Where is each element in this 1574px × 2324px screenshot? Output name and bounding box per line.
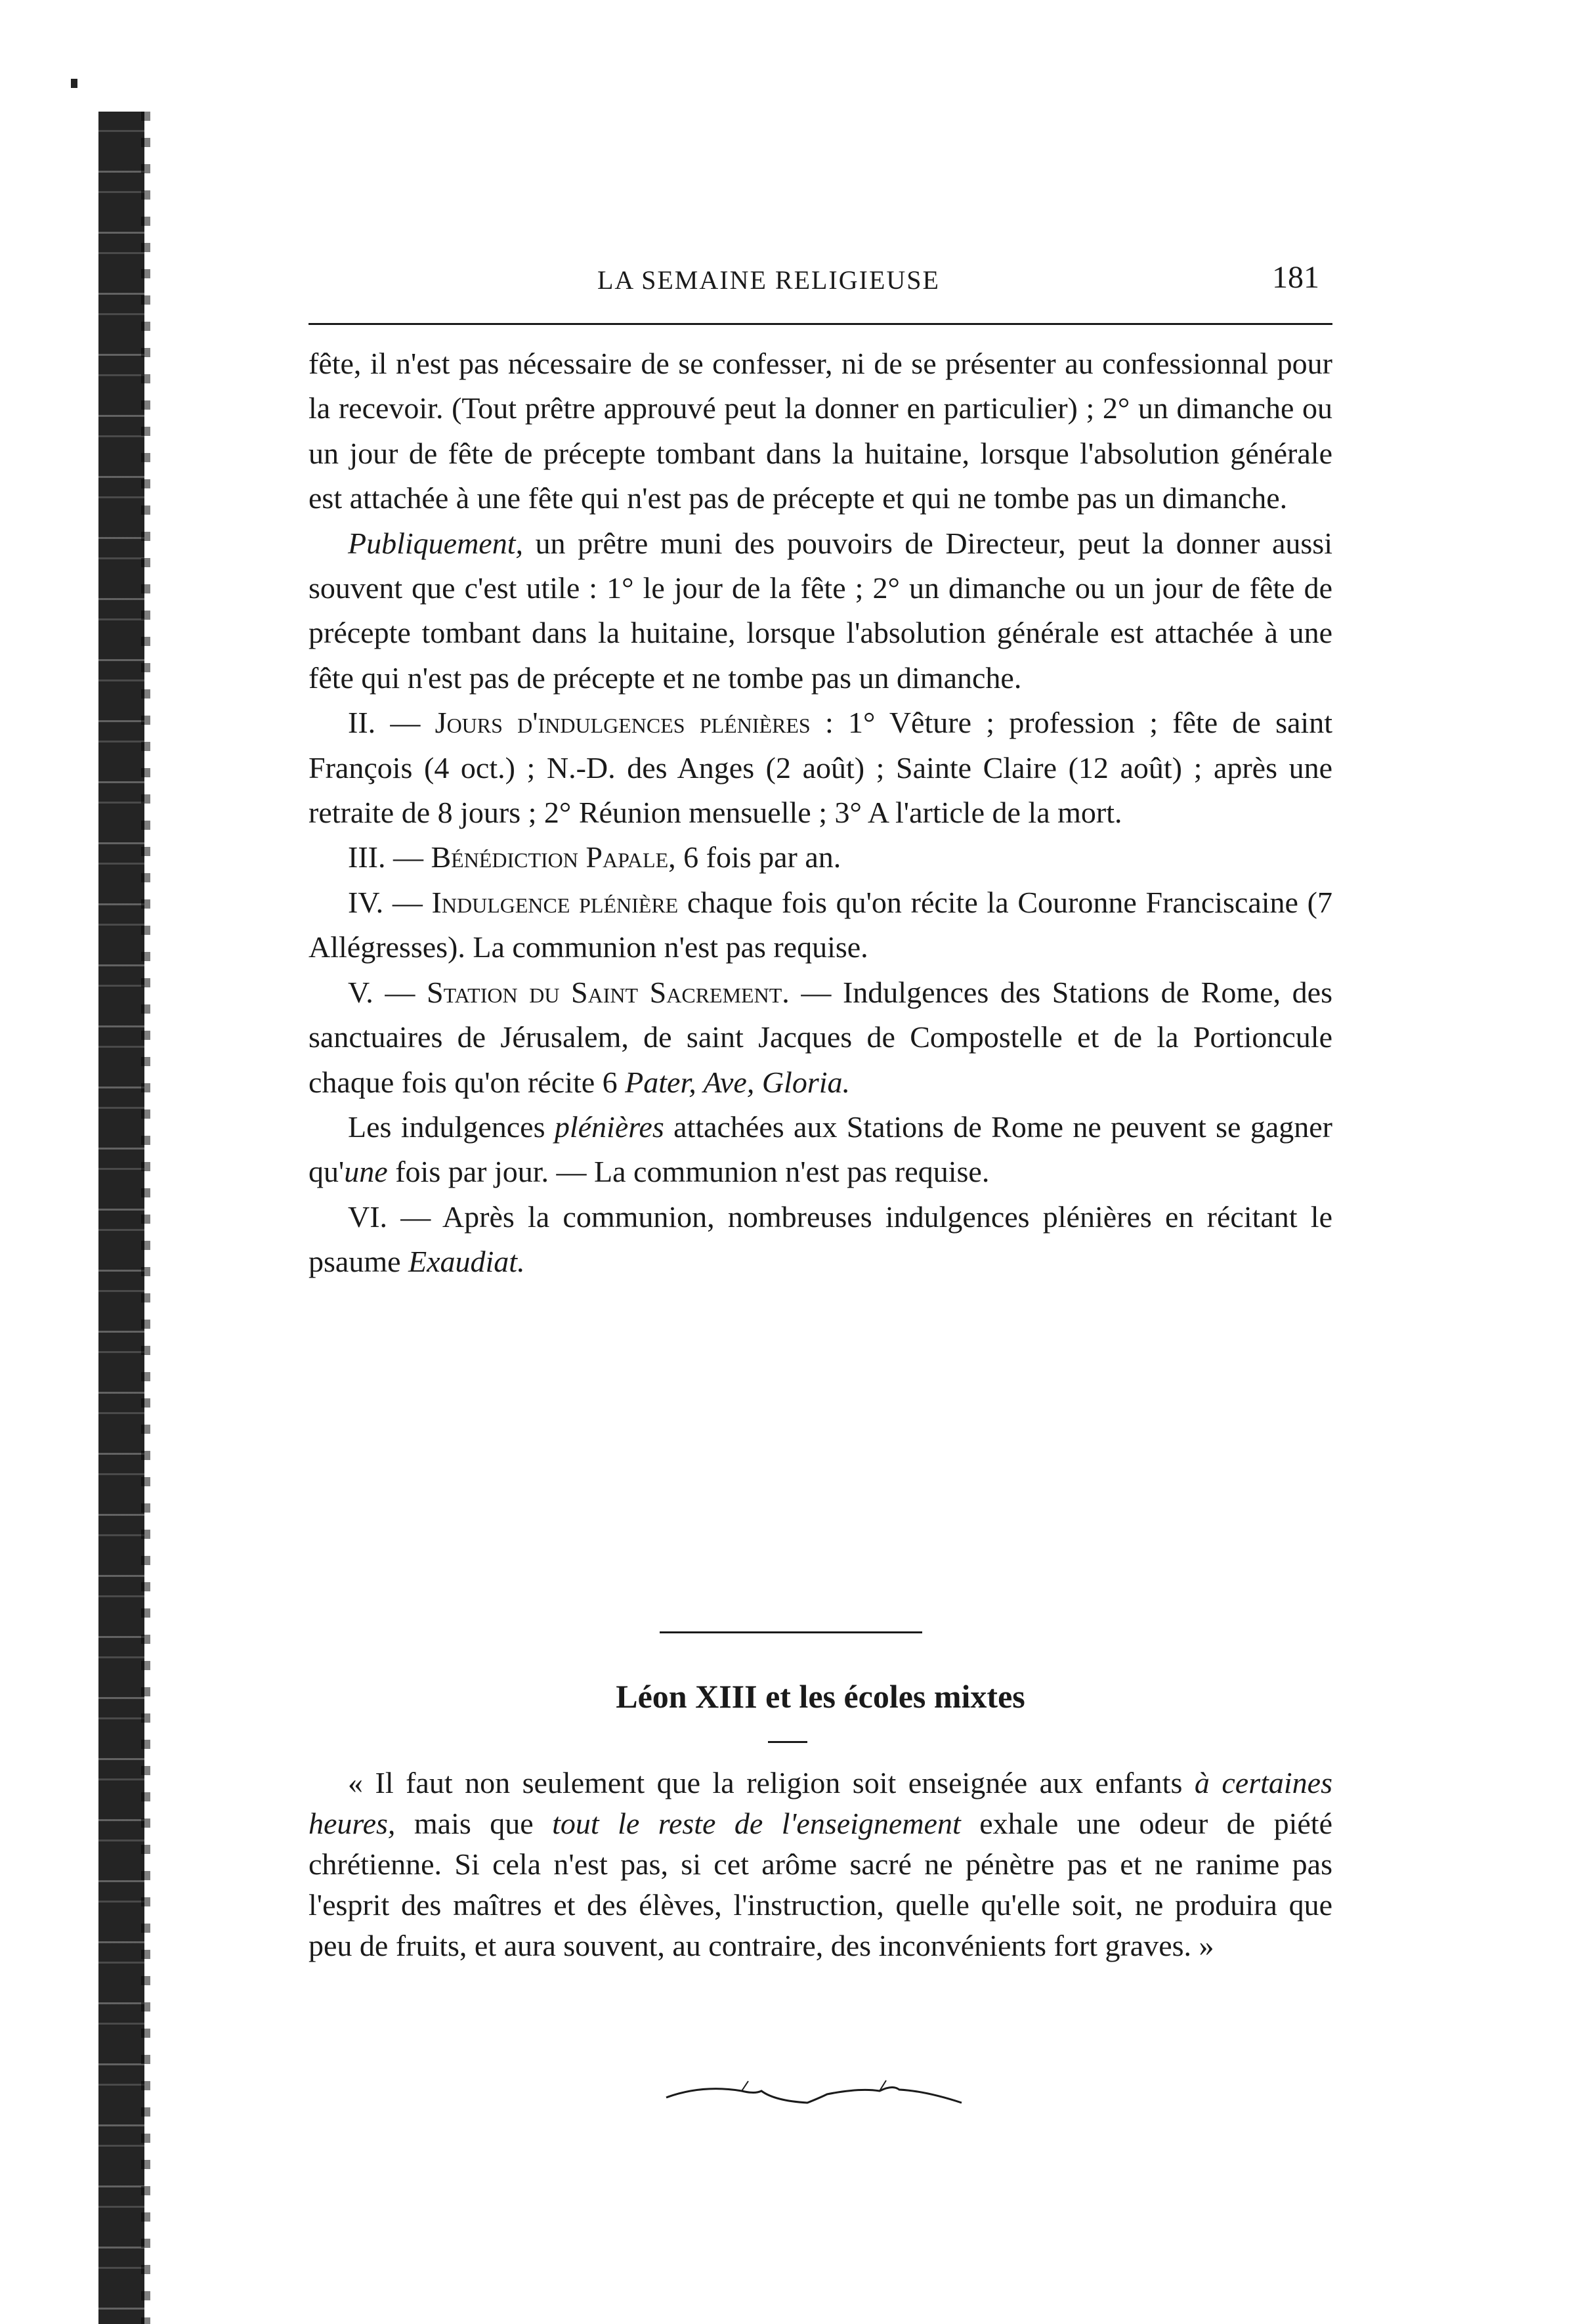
paragraph xyxy=(308,1105,1332,1195)
section-title: Léon XIII et les écoles mixtes xyxy=(616,1678,1025,1715)
section-divider xyxy=(660,1631,922,1633)
paragraph xyxy=(308,341,1332,521)
paragraph xyxy=(308,835,1332,880)
body-text xyxy=(308,341,1332,1285)
section-number: II. — xyxy=(348,706,421,740)
paragraph-text: , 6 fois par an. xyxy=(668,840,841,874)
paragraph xyxy=(308,880,1332,970)
running-title: LA SEMAINE RELIGIEUSE xyxy=(597,265,940,295)
quotation xyxy=(308,1763,1332,1966)
section-number: III. — xyxy=(348,840,423,874)
section-number: V. — xyxy=(348,975,415,1009)
paragraph xyxy=(308,700,1332,835)
quote-emphasis: tout le reste de l'enseignement xyxy=(552,1807,961,1840)
paragraph-text: : 1° Vêture ; profession ; fête de saint François (4 oct.) ; N.-D. des Anges (2 août) ; Sainte Claire (12 août) ; après une retraite de 8 jours ; 2° Réunion mensuelle ; 3° A l'article de la mort. xyxy=(308,706,1332,830)
paragraph-text: VI. — Après la communion, nombreuses indulgences plénières en récitant le psaume xyxy=(308,1199,1332,1279)
page-number: 181 xyxy=(1272,260,1319,295)
title-dash xyxy=(768,1741,807,1743)
paragraph-emphasis: une xyxy=(344,1155,388,1189)
paragraph-emphasis: plénières xyxy=(554,1109,664,1144)
paragraph-text: fois par jour. — La communion n'est pas requise. xyxy=(387,1155,990,1189)
tail-ornament xyxy=(663,2071,965,2111)
binding-gutter xyxy=(98,112,144,2324)
paragraph-emphasis: Publiquement, xyxy=(348,526,523,560)
paragraph xyxy=(308,521,1332,701)
section-number: IV. — xyxy=(348,885,423,919)
quote-text: exhale une odeur de piété chrétienne. Si cela n'est pas, si cet arôme sacré ne pénètre pas et ne ranime pas l'esprit des maîtres et des élèves, l'instruction, quelle qu'elle soit, ne produira que peu de fruits, et aura souvent, au contraire, des inconvénients fort graves. » xyxy=(308,1807,1332,1962)
quote-text: « Il faut non seulement que la religion soit enseignée aux enfants xyxy=(348,1766,1195,1799)
paragraph-text: fête, il n'est pas nécessaire de se confesser, ni de se présenter au confessionnal pour la recevoir. (Tout prêtre approuvé peut la donner en particulier) ; 2° un dimanche ou un jour de fête de précepte tombant dans la huitaine, lorsque l'absolution générale est attachée à une fête qui n'est pas de précepte et qui ne tombe pas un dimanche. xyxy=(308,347,1332,515)
paragraph-text: attachées aux Stations de Rome ne peuvent se gagner qu' xyxy=(308,1109,1332,1189)
section-heading: Station du Saint Sacrement xyxy=(415,975,782,1009)
paragraph xyxy=(308,1195,1332,1285)
quote-emphasis: à certaines heures, xyxy=(308,1766,1332,1840)
scan-speck xyxy=(71,79,77,88)
paragraph-emphasis: Pater, Ave, Gloria. xyxy=(625,1065,851,1099)
page-header xyxy=(308,259,1332,312)
section-heading: Bénédiction Papale xyxy=(423,840,669,874)
paragraph-text: chaque fois qu'on récite la Couronne Franciscaine (7 Allégresses). La communion n'est pas requise. xyxy=(308,885,1332,964)
paragraph-text: un prêtre muni des pouvoirs de Directeur, peut la donner aussi souvent que c'est utile : 1° le jour de la fête ; 2° un dimanche ou un jour de fête de précepte tombant dans la huitaine, lorsque l'absolution générale est attachée à une fête qui n'est pas de précepte et ne tombe pas un dimanche. xyxy=(308,526,1332,695)
section-heading: Indulgence plénière xyxy=(422,885,679,919)
quote-text: mais que xyxy=(395,1807,553,1840)
paragraph-text: Les indulgences xyxy=(348,1109,555,1144)
paragraph-emphasis: Exaudiat. xyxy=(408,1245,525,1279)
quote-paragraph xyxy=(308,1763,1332,1966)
paragraph-text: . — Indulgences des Stations de Rome, des sanctuaires de Jérusalem, de saint Jacques de Compostelle et de la Portioncule chaque fois qu'on récite 6 xyxy=(308,975,1332,1099)
binding-gutter-edge xyxy=(141,112,150,2324)
section-heading: Jours d'indulgences plénières xyxy=(420,706,811,740)
paragraph xyxy=(308,970,1332,1105)
header-rule xyxy=(308,323,1332,325)
